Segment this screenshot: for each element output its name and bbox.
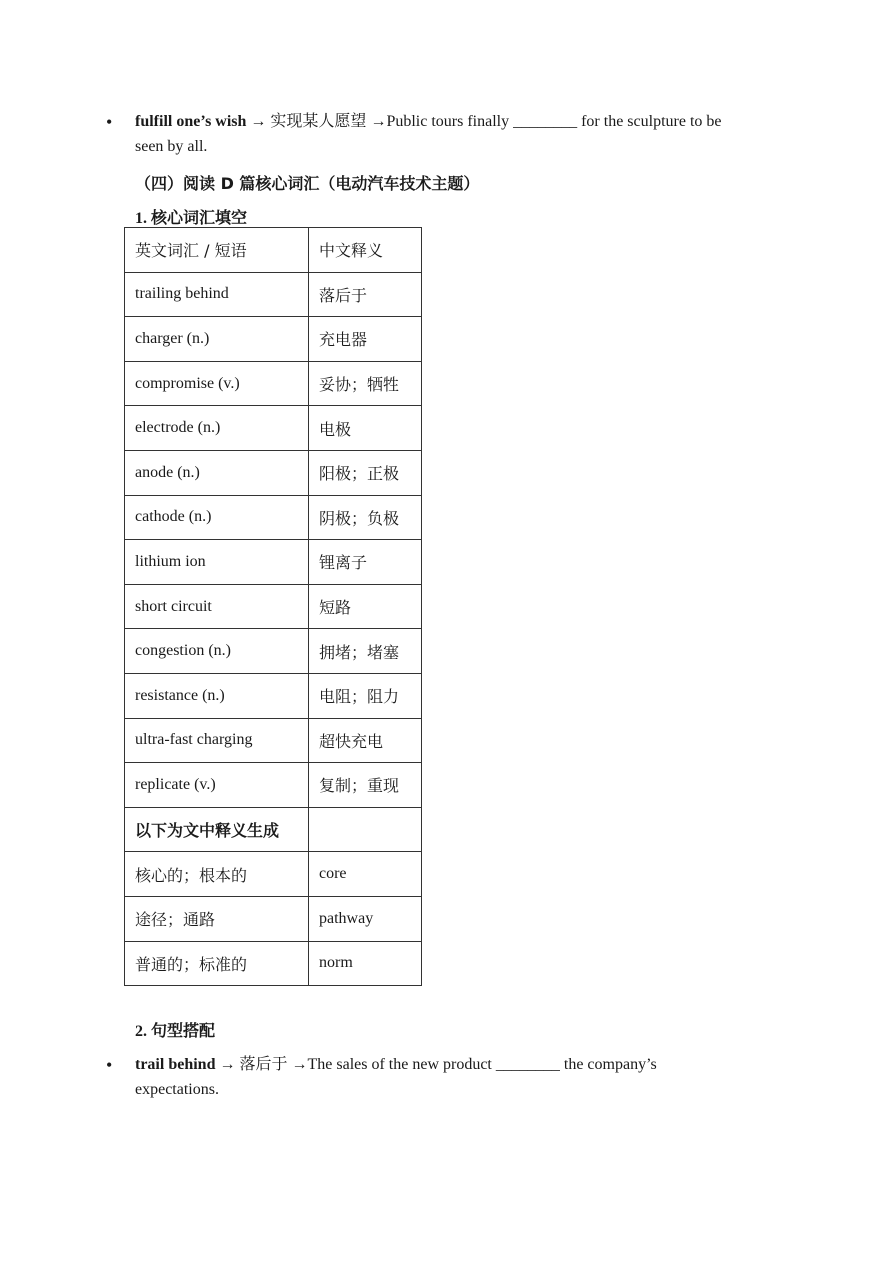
empty-cell [309,807,422,852]
table-cell-term: core [309,852,422,897]
vocab-item-trail-behind [135,1051,735,1102]
table-cell-meaning: 充电器 [309,317,422,362]
table-cell-meaning: 核心的；根本的 [125,852,309,897]
table-cell-term: congestion (n.) [125,629,309,674]
table-cell-meaning: 超快充电 [309,718,422,763]
example-sentence-start: The sales of the new product [307,1056,492,1073]
table-cell-term: anode (n.) [125,450,309,495]
table-cell-term: norm [309,941,422,986]
table-cell-term: pathway [309,896,422,941]
header-cell-english: 英文词汇 / 短语 [125,228,309,273]
arrow: → [219,1056,236,1073]
table-cell-meaning: 妥协；牺牲 [309,361,422,406]
bullet-marker: • [106,112,113,132]
table-row [125,629,422,674]
table-row [125,406,422,451]
table-row [125,450,422,495]
vocab-item-fulfill-one-wish [135,108,735,159]
fill-in-blank: ________ [513,113,578,130]
table-row [125,584,422,629]
vocab-meaning: 落后于 [239,1054,288,1073]
table-cell-term: replicate (v.) [125,763,309,808]
vocab-term: trail behind [135,1056,216,1073]
vocab-term: fulfill one’s wish [135,113,247,130]
table-row [125,941,422,986]
header-cell-chinese: 中文释义 [309,228,422,273]
table-row [125,673,422,718]
table-cell-meaning: 电阻；阻力 [309,673,422,718]
table-cell-meaning: 短路 [309,584,422,629]
table-row [125,272,422,317]
table-cell-term: electrode (n.) [125,406,309,451]
table-row [125,718,422,763]
table-header-row [125,228,422,273]
table-cell-meaning: 普通的；标准的 [125,941,309,986]
table-cell-term: ultra-fast charging [125,718,309,763]
generated-label-cell: 以下为文中释义生成 [125,807,309,852]
table-cell-meaning: 阴极；负极 [309,495,422,540]
table-cell-meaning: 锂离子 [309,540,422,585]
table-cell-term: compromise (v.) [125,361,309,406]
arrow: → [291,1056,308,1073]
table-cell-term: cathode (n.) [125,495,309,540]
example-sentence-start: Public tours finally [386,113,510,130]
table-generated-label-row [125,807,422,852]
table-cell-term: lithium ion [125,540,309,585]
subheading-vocab-fill: 1. 核心词汇填空 [135,210,248,227]
arrow: → [370,113,387,130]
bullet-marker: • [106,1055,113,1075]
table-cell-meaning: 复制；重现 [309,763,422,808]
table-cell-term: resistance (n.) [125,673,309,718]
table-row [125,495,422,540]
section-heading: （四）阅读 D 篇核心词汇（电动汽车技术主题） [135,174,480,193]
table-cell-meaning: 拥堵；堵塞 [309,629,422,674]
table-row [125,540,422,585]
table-row [125,896,422,941]
fill-in-blank: ________ [495,1056,560,1073]
table-cell-meaning: 途径；通路 [125,896,309,941]
table-cell-meaning: 阳极；正极 [309,450,422,495]
table-cell-term: trailing behind [125,272,309,317]
vocab-meaning: 实现某人愿望 [270,111,367,130]
example-sentence-end: the company’s expectations. [135,1056,657,1098]
example-sentence-end: for the sculpture to be seen by all. [135,113,722,155]
vocab-table [124,227,422,986]
table-row [125,852,422,897]
table-cell-term: short circuit [125,584,309,629]
table-row [125,763,422,808]
table-cell-term: charger (n.) [125,317,309,362]
table-cell-meaning: 落后于 [309,272,422,317]
table-row [125,317,422,362]
table-row [125,361,422,406]
arrow: → [250,113,267,130]
table-cell-meaning: 电极 [309,406,422,451]
subheading-sentence-patterns: 2. 句型搭配 [135,1023,216,1040]
